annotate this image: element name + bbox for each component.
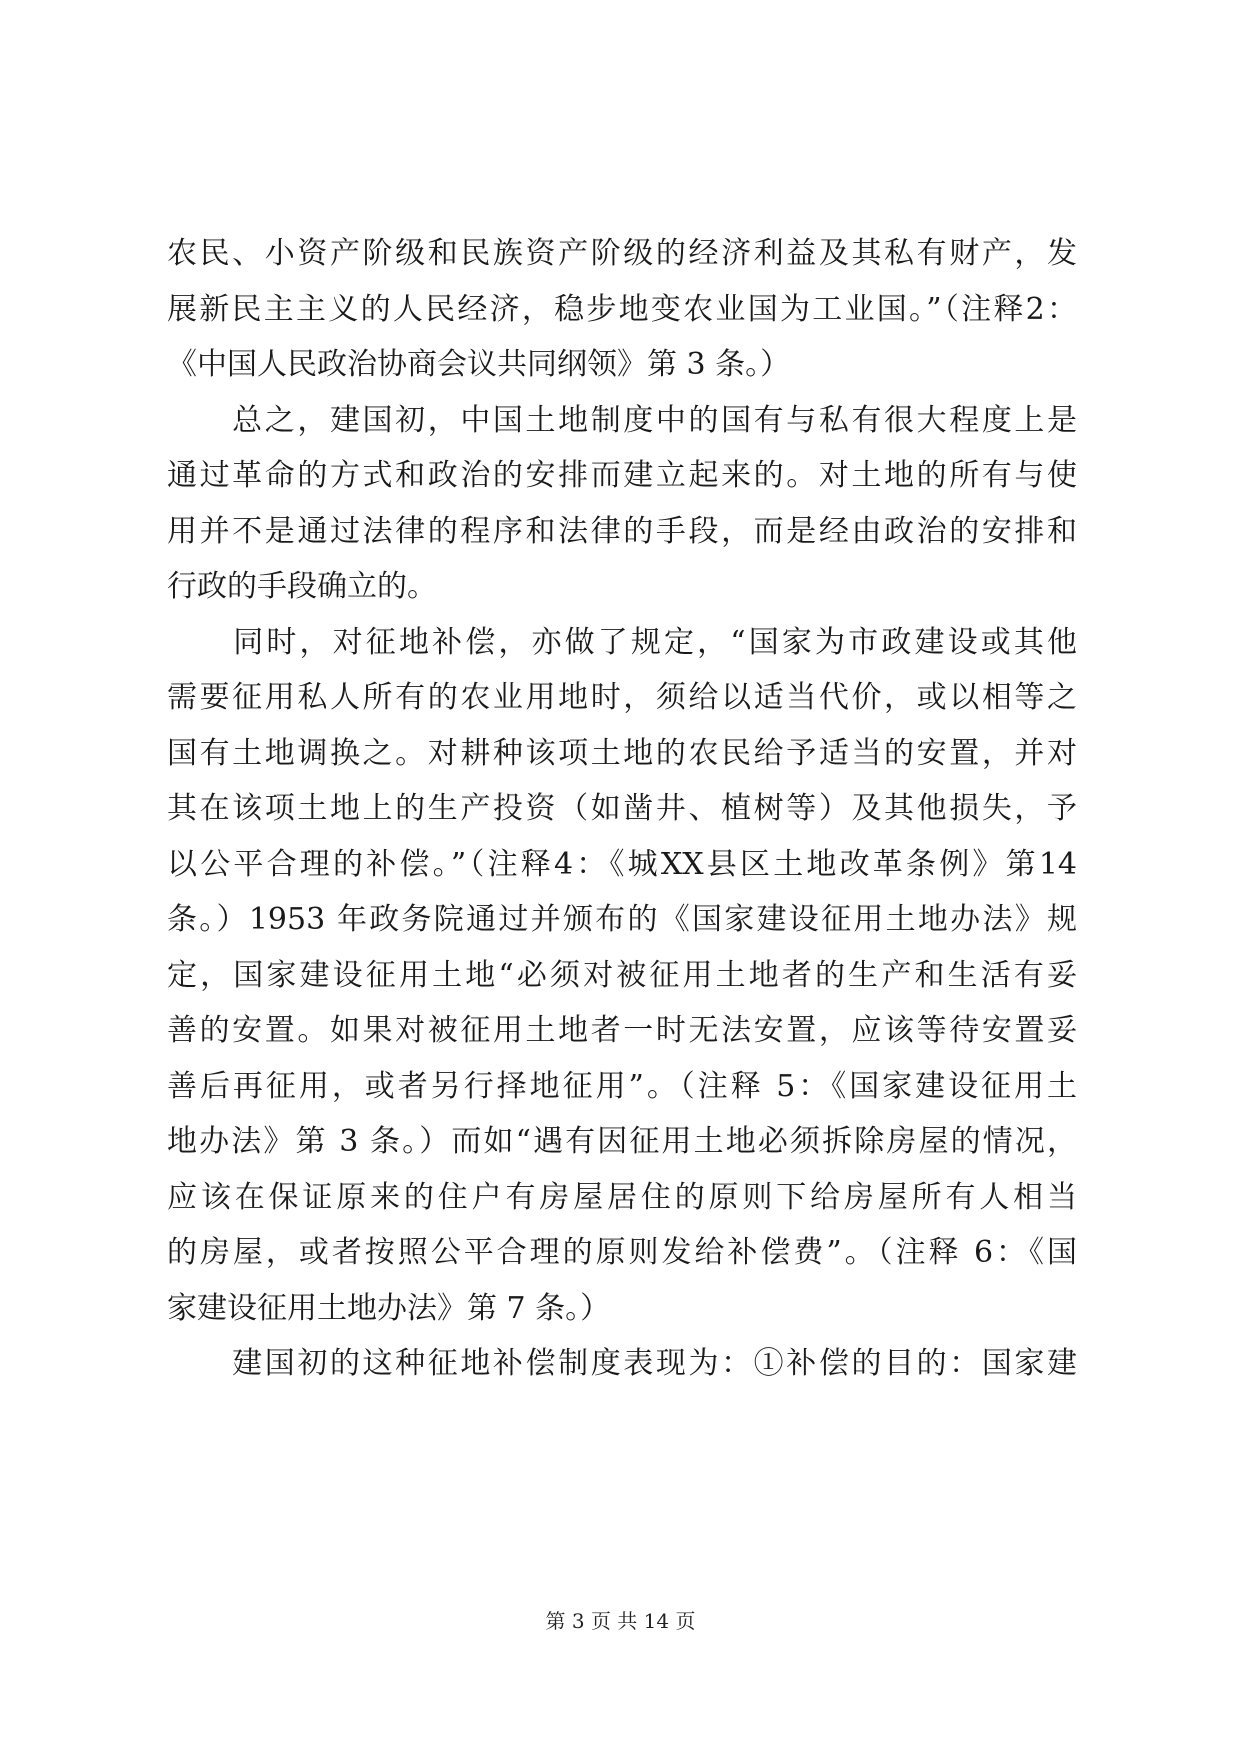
- text-line: 行政的手段确立的。: [167, 569, 437, 604]
- text-line: 以公平合理的补偿。”（注释4：《城XX县区土地改革条例》第14: [167, 846, 1077, 882]
- text-line: 条。）1953 年政务院通过并颁布的《国家建设征用土地办法》规: [167, 902, 1077, 937]
- body-text: [167, 226, 1077, 1392]
- text-line: 同时，对征地补偿，亦做了规定，“国家为市政建设或其他: [167, 624, 1077, 660]
- page-footer: 第 3 页 共 14 页: [545, 1609, 696, 1633]
- text-line: 用并不是通过法律的程序和法律的手段，而是经由政治的安排和: [167, 513, 1077, 549]
- text-line: 通过革命的方式和政治的安排而建立起来的。对土地的所有与使: [167, 458, 1077, 493]
- text-line: 其在该项土地上的生产投资（如凿井、植树等）及其他损失，予: [167, 791, 1077, 826]
- text-line: 建国初的这种征地补偿制度表现为：①补偿的目的：国家建: [167, 1346, 1077, 1381]
- text-line: 展新民主主义的人民经济，稳步地变农业国为工业国。”（注释2：: [167, 291, 1077, 327]
- text-line: 《中国人民政治协商会议共同纲领》第 3 条。）: [167, 347, 791, 382]
- text-line: 总之，建国初，中国土地制度中的国有与私有很大程度上是: [167, 402, 1077, 438]
- text-line: 的房屋，或者按照公平合理的原则发给补偿费”。（注释 6：《国: [167, 1235, 1077, 1270]
- text-line: 善的安置。如果对被征用土地者一时无法安置，应该等待安置妥: [167, 1013, 1077, 1048]
- text-line: 定，国家建设征用土地“必须对被征用土地者的生产和生活有妥: [167, 957, 1077, 993]
- text-line: 善后再征用，或者另行择地征用”。（注释 5：《国家建设征用土: [167, 1068, 1077, 1104]
- text-line: 需要征用私人所有的农业用地时，须给以适当代价，或以相等之: [167, 680, 1077, 715]
- text-line: 农民、小资产阶级和民族资产阶级的经济利益及其私有财产，发: [167, 236, 1077, 271]
- text-line: 地办法》第 3 条。）而如“遇有因征用土地必须拆除房屋的情况，: [167, 1124, 1077, 1159]
- text-line: 家建设征用土地办法》第 7 条。）: [167, 1290, 611, 1326]
- text-line: 应该在保证原来的住户有房屋居住的原则下给房屋所有人相当: [167, 1179, 1077, 1215]
- text-line: 国有土地调换之。对耕种该项土地的农民给予适当的安置，并对: [167, 735, 1077, 771]
